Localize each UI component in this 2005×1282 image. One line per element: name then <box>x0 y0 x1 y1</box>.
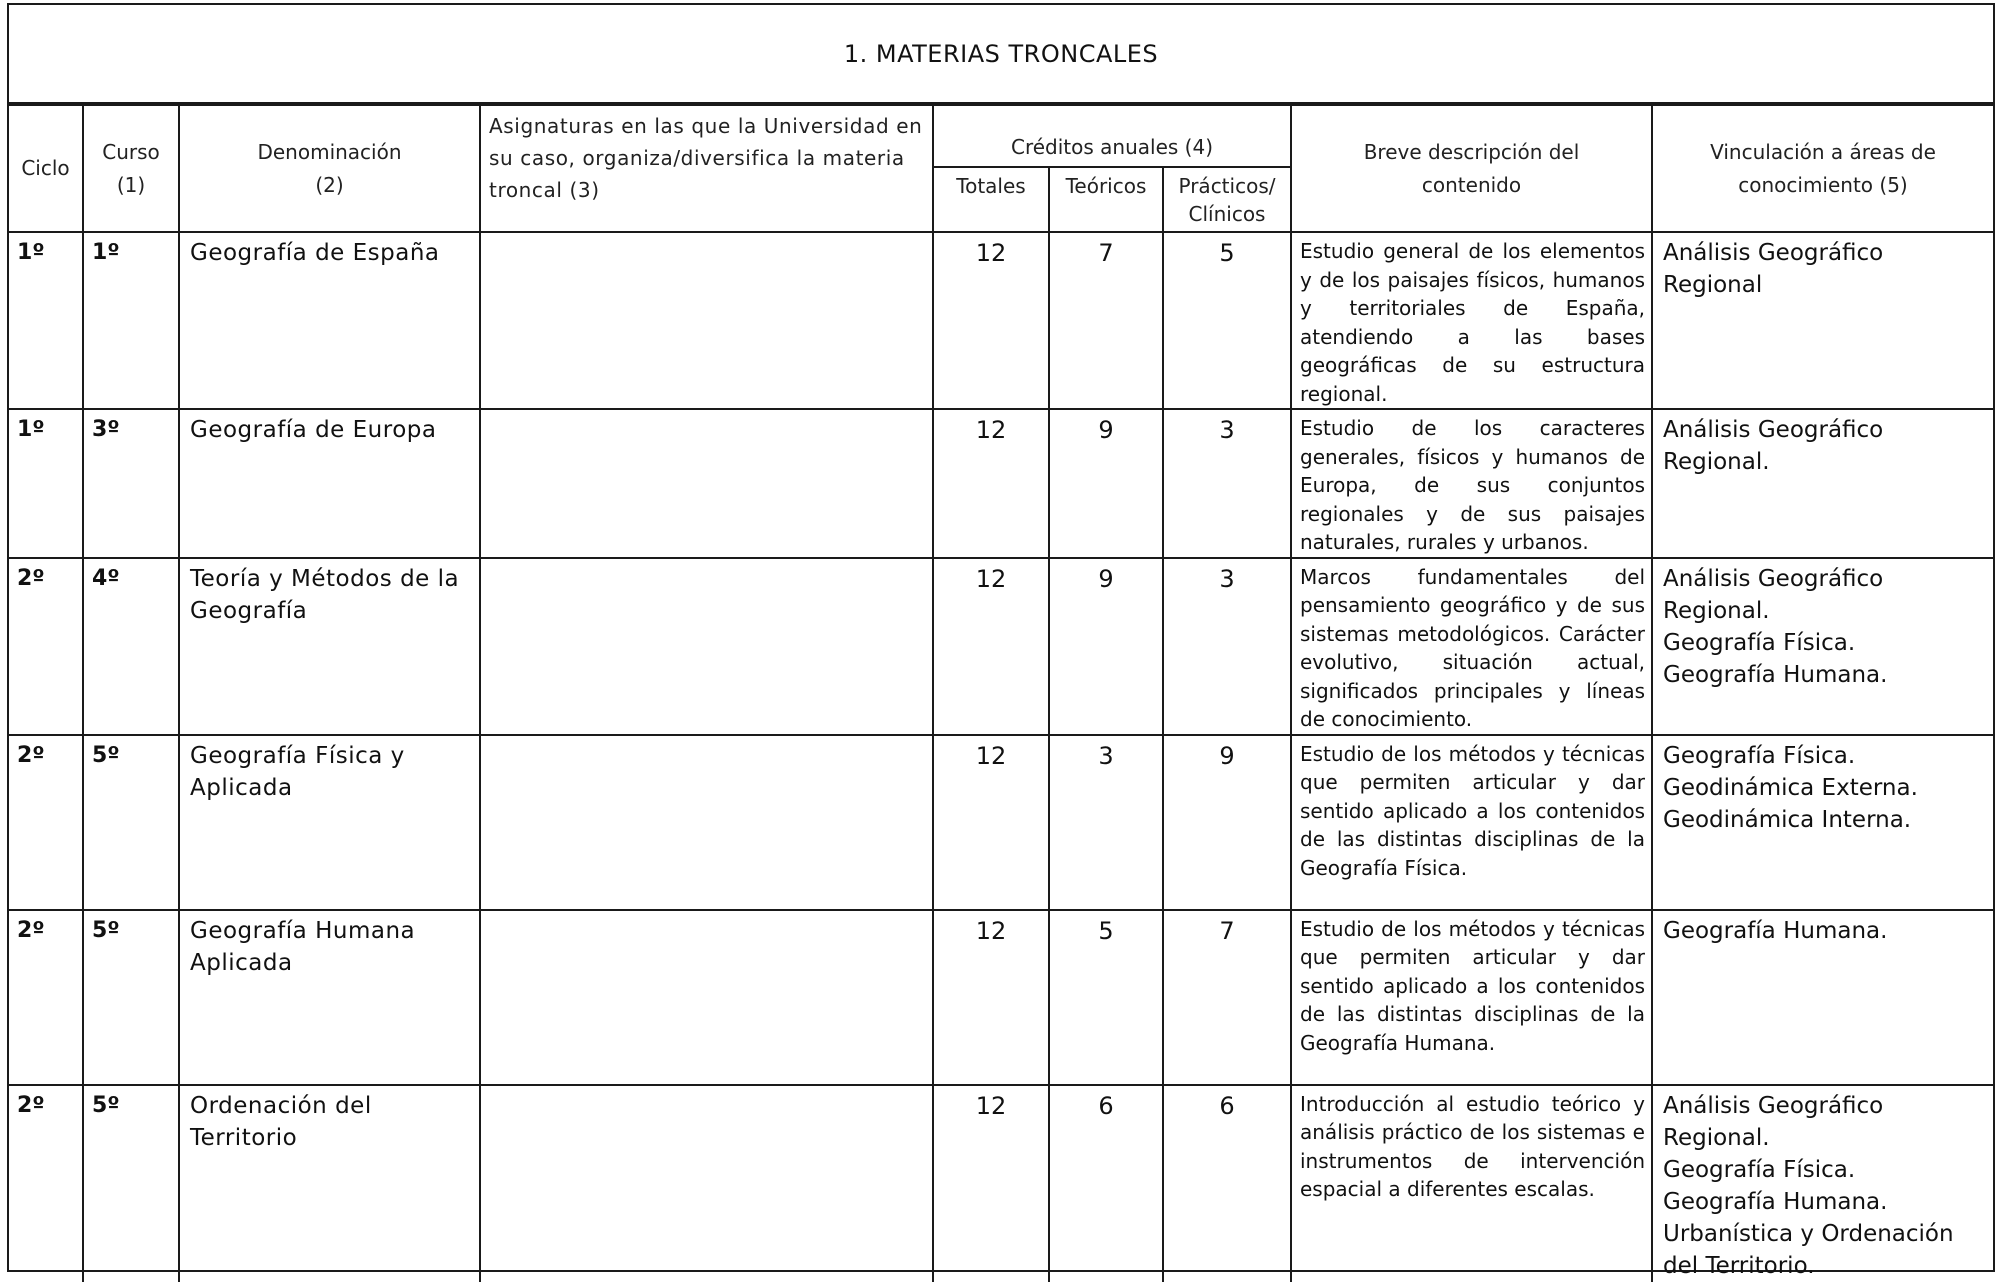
header-totales: Totales <box>933 167 1049 232</box>
cell-asignaturas <box>480 409 933 558</box>
cell-teoricos: 5 <box>1049 910 1163 1085</box>
table-title: 1. MATERIAS TRONCALES <box>9 5 1993 104</box>
cell-vinculacion <box>1652 910 1993 1085</box>
cell-ciclo: 2º <box>9 1085 83 1282</box>
area-item: Geodinámica Externa. <box>1663 774 1918 801</box>
cell-vinculacion <box>1652 409 1993 558</box>
cell-totales: 12 <box>933 558 1049 735</box>
cell-asignaturas <box>480 232 933 409</box>
cell-totales: 12 <box>933 910 1049 1085</box>
header-creditos: Créditos anuales (4) <box>933 105 1291 167</box>
table-row <box>9 558 1993 735</box>
cell-denominacion: Geografía Humana Aplicada <box>179 910 480 1085</box>
cell-denominacion: Teoría y Métodos de la Geografía <box>179 558 480 735</box>
area-item: Geodinámica Interna. <box>1663 806 1912 833</box>
cell-curso: 5º <box>83 1085 179 1282</box>
cell-totales: 12 <box>933 232 1049 409</box>
cell-denominacion: Geografía de España <box>179 232 480 409</box>
cell-teoricos: 3 <box>1049 735 1163 910</box>
table-row <box>9 232 1993 409</box>
header-denominacion: Denominación (2) <box>179 105 480 232</box>
header-teoricos: Teóricos <box>1049 167 1163 232</box>
cell-practicos: 6 <box>1163 1085 1291 1282</box>
cell-descripcion: Marcos fundamentales del pensamiento geográfico y de sus sistemas metodológicos. Carácter evolutivo, situación actual, significados principales y líneas de conocimiento. <box>1291 558 1652 735</box>
cell-practicos: 3 <box>1163 558 1291 735</box>
table-row <box>9 735 1993 910</box>
header-asignaturas: Asignaturas en las que la Universidad en su caso, organiza/diversifica la materia troncal (3) <box>480 105 933 232</box>
area-item: Geografía Humana. <box>1663 661 1888 688</box>
cell-ciclo: 1º <box>9 409 83 558</box>
cell-ciclo: 2º <box>9 735 83 910</box>
cell-ciclo: 2º <box>9 558 83 735</box>
cell-ciclo: 2º <box>9 910 83 1085</box>
header-curso: Curso (1) <box>83 105 179 232</box>
area-item: Geografía Humana. <box>1663 1188 1888 1215</box>
cell-curso: 1º <box>83 232 179 409</box>
cell-asignaturas <box>480 1085 933 1282</box>
cell-curso: 5º <box>83 735 179 910</box>
table-row <box>9 910 1993 1085</box>
cell-asignaturas <box>480 735 933 910</box>
cell-denominacion: Geografía de Europa <box>179 409 480 558</box>
area-item: Geografía Física. <box>1663 742 1856 769</box>
cell-practicos: 5 <box>1163 232 1291 409</box>
cell-curso: 3º <box>83 409 179 558</box>
header-practicos: Prácticos/ Clínicos <box>1163 167 1291 232</box>
cell-denominacion: Geografía Física y Aplicada <box>179 735 480 910</box>
area-item: Análisis Geográfico Regional. <box>1663 1092 1884 1151</box>
cell-teoricos: 9 <box>1049 409 1163 558</box>
area-item: Análisis Geográfico Regional. <box>1663 417 1884 475</box>
area-item: Análisis Geográfico Regional <box>1663 240 1884 298</box>
cell-teoricos: 6 <box>1049 1085 1163 1282</box>
header-descripcion: Breve descripción del contenido <box>1291 105 1652 232</box>
cell-practicos: 3 <box>1163 409 1291 558</box>
cell-vinculacion <box>1652 735 1993 910</box>
cell-asignaturas <box>480 910 933 1085</box>
materias-troncales-table <box>9 104 1993 1282</box>
cell-denominacion: Ordenación del Territorio <box>179 1085 480 1282</box>
cell-totales: 12 <box>933 735 1049 910</box>
cell-vinculacion <box>1652 558 1993 735</box>
area-item: Análisis Geográfico Regional. <box>1663 565 1884 624</box>
header-vinculacion: Vinculación a áreas de conocimiento (5) <box>1652 105 1993 232</box>
cell-curso: 5º <box>83 910 179 1085</box>
area-item: Geografía Física. <box>1663 629 1856 656</box>
cell-descripcion: Estudio de los métodos y técnicas que permiten articular y dar sentido aplicado a los contenidos de las distintas disciplinas de la Geografía Humana. <box>1291 910 1652 1085</box>
cell-vinculacion <box>1652 232 1993 409</box>
cell-descripcion: Estudio general de los elementos y de los paisajes físicos, humanos y territoriales de España, atendiendo a las bases geográficas de su estructura regional. <box>1291 232 1652 409</box>
area-item: Geografía Física. <box>1663 1156 1856 1183</box>
cell-asignaturas <box>480 558 933 735</box>
cell-ciclo: 1º <box>9 232 83 409</box>
header-ciclo: Ciclo <box>9 105 83 232</box>
area-item: Geografía Humana. <box>1663 917 1888 944</box>
cell-totales: 12 <box>933 409 1049 558</box>
cell-totales: 12 <box>933 1085 1049 1282</box>
area-item: Urbanística y Ordenación del Territorio. <box>1663 1220 1954 1279</box>
cell-descripcion: Estudio de los métodos y técnicas que permiten articular y dar sentido aplicado a los contenidos de las distintas disciplinas de la Geografía Física. <box>1291 735 1652 910</box>
cell-descripcion: Introducción al estudio teórico y análisis práctico de los sistemas e instrumentos de intervención espacial a diferentes escalas. <box>1291 1085 1652 1282</box>
cell-practicos: 9 <box>1163 735 1291 910</box>
document-frame <box>7 3 1995 1279</box>
cell-vinculacion <box>1652 1085 1993 1282</box>
cell-descripcion: Estudio de los caracteres generales, físicos y humanos de Europa, de sus conjuntos regionales y de sus paisajes naturales, rurales y urbanos. <box>1291 409 1652 558</box>
cell-practicos: 7 <box>1163 910 1291 1085</box>
cell-teoricos: 7 <box>1049 232 1163 409</box>
table-row <box>9 1085 1993 1282</box>
cell-curso: 4º <box>83 558 179 735</box>
table-row <box>9 409 1993 558</box>
cell-teoricos: 9 <box>1049 558 1163 735</box>
